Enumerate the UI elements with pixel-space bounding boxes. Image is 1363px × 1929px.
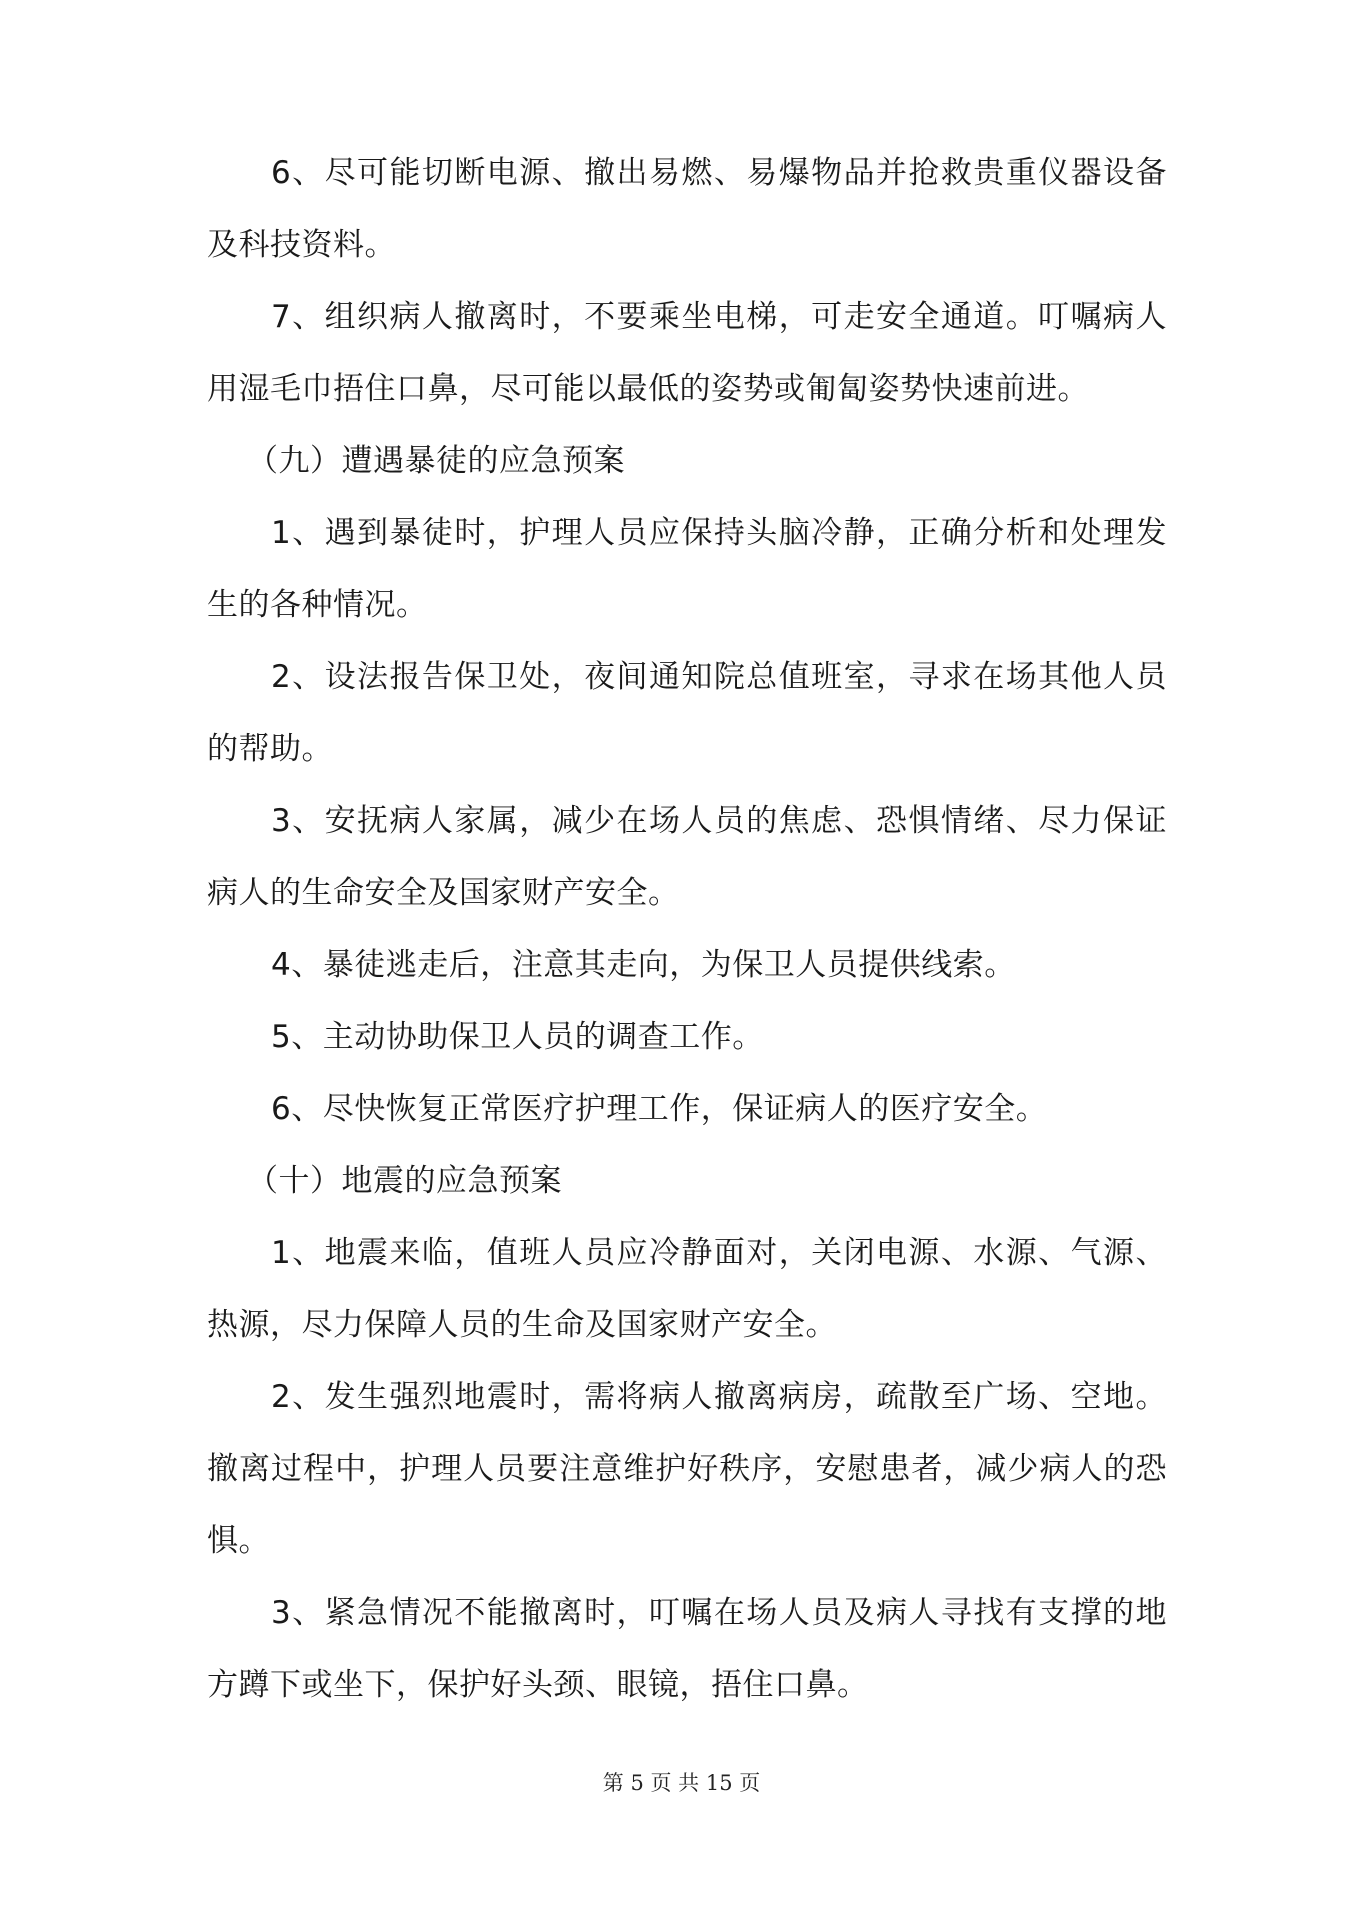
paragraph-item-6-resume: 6、尽快恢复正常医疗护理工作，保证病人的医疗安全。	[271, 1091, 1048, 1127]
paragraph-item-3-comfort: 3、安抚病人家属，减少在场人员的焦虑、恐惧情绪、尽力保证病人的生命安全及国家财产安全。	[207, 803, 1167, 911]
paragraph-item-6-power: 6、尽可能切断电源、撤出易燃、易爆物品并抢救贵重仪器设备及科技资料。	[207, 155, 1167, 263]
paragraph-item-4-track: 4、暴徒逃走后，注意其走向，为保卫人员提供线索。	[271, 947, 1016, 983]
document-body	[207, 137, 1167, 1721]
page-number-footer: 第 5 页 共 15 页	[602, 1771, 761, 1795]
section-heading-9: （九）遭遇暴徒的应急预案	[247, 443, 625, 479]
paragraph-item-1-earthquake: 1、地震来临，值班人员应冷静面对，关闭电源、水源、气源、热源，尽力保障人员的生命及国家财产安全。	[207, 1235, 1167, 1343]
paragraph-item-2-evacuate: 2、发生强烈地震时，需将病人撤离病房，疏散至广场、空地。撤离过程中，护理人员要注意维护好秩序，安慰患者，减少病人的恐惧。	[207, 1379, 1167, 1559]
paragraph-item-5-assist: 5、主动协助保卫人员的调查工作。	[271, 1019, 764, 1055]
paragraph-item-2-report: 2、设法报告保卫处，夜间通知院总值班室，寻求在场其他人员的帮助。	[207, 659, 1167, 767]
section-heading-10: （十）地震的应急预案	[247, 1163, 562, 1199]
paragraph-item-3-shelter: 3、紧急情况不能撤离时，叮嘱在场人员及病人寻找有支撑的地方蹲下或坐下，保护好头颈、眼镜，捂住口鼻。	[207, 1595, 1167, 1703]
paragraph-item-1-stay-calm: 1、遇到暴徒时，护理人员应保持头脑冷静，正确分析和处理发生的各种情况。	[207, 515, 1167, 623]
paragraph-item-7-evacuation: 7、组织病人撤离时，不要乘坐电梯，可走安全通道。叮嘱病人用湿毛巾捂住口鼻，尽可能以最低的姿势或匍匐姿势快速前进。	[207, 299, 1167, 407]
